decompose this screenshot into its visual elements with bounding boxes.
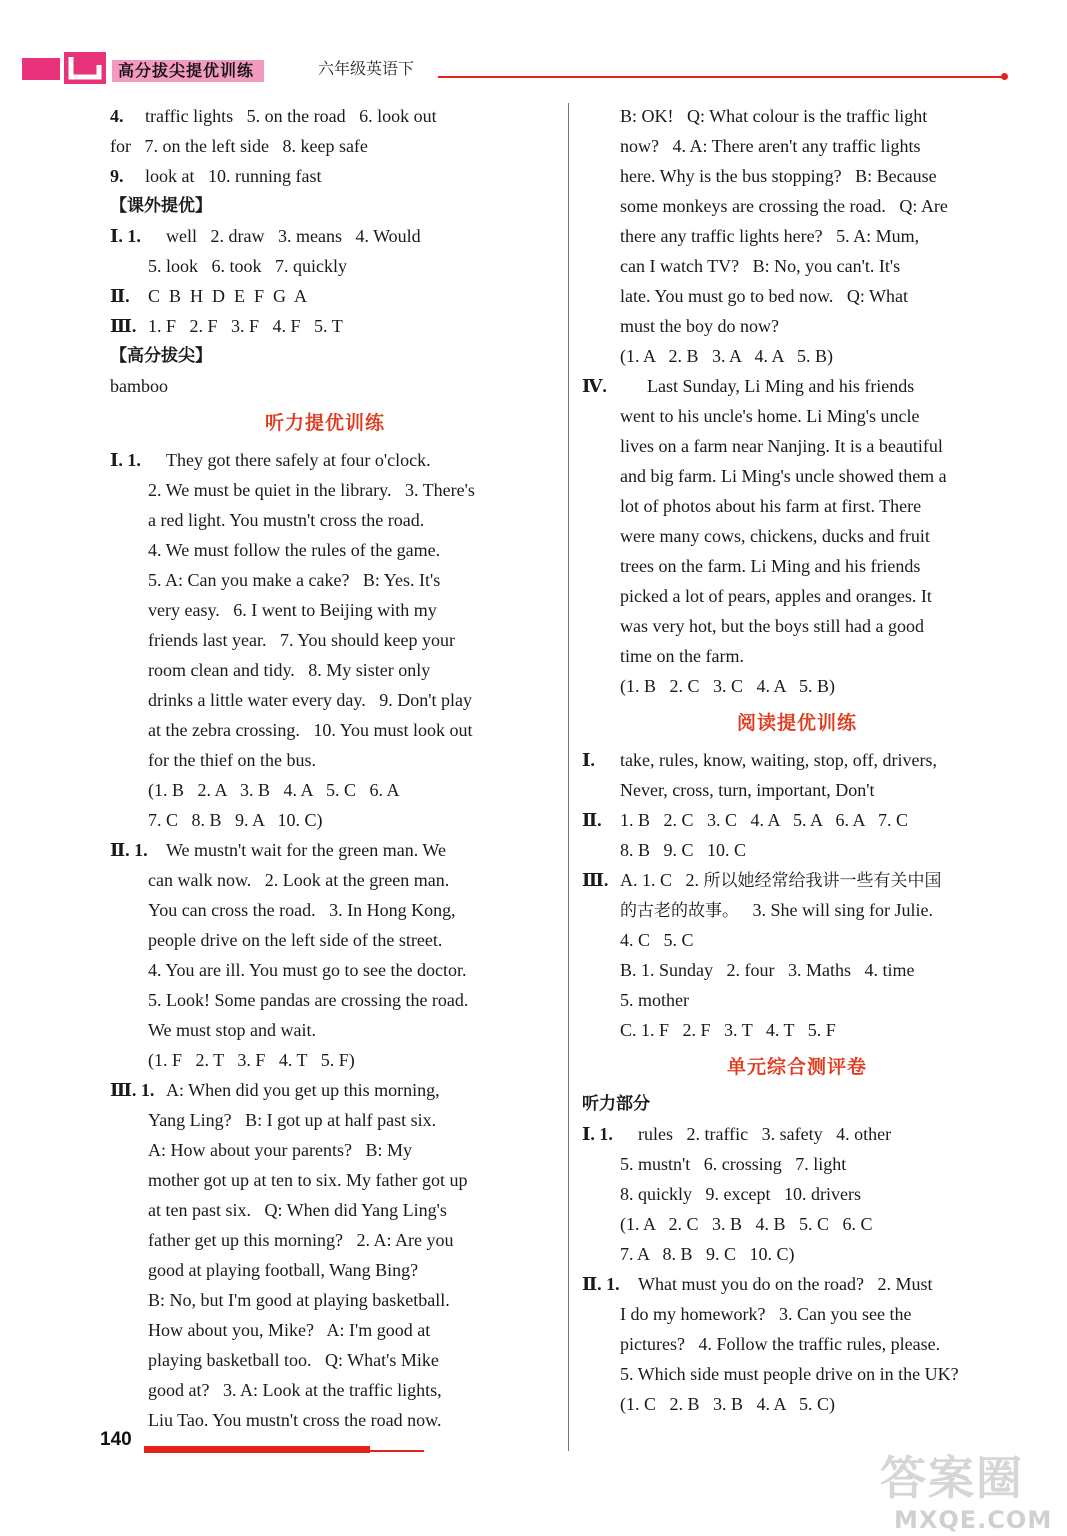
answer-text: good at playing football, Wang Bing? [148,1260,419,1280]
answer-text: 5. A: Can you make a cake? B: Yes. It's [148,570,441,590]
answer-line [582,161,1012,191]
answer-line [110,505,540,535]
page-number: 140 [100,1429,132,1450]
chinese-answer: 的古老的故事。 [620,901,739,921]
answer-line [110,371,540,401]
answer-text: drinks a little water every day. 9. Don't play [148,690,472,710]
answer-text: I do my homework? 3. Can you see the [620,1304,912,1324]
answer-text: can walk now. 2. Look at the green man. [148,870,450,890]
answer-line [110,1105,540,1135]
answer-line [110,1225,540,1255]
answer-text: (1. C 2. B 3. B 4. A 5. C) [620,1394,836,1414]
answer-line [582,131,1012,161]
answer-text: 8. B 9. C 10. C [620,840,747,860]
answer-text: pictures? 4. Follow the traffic rules, please. [620,1334,941,1354]
answer-line [582,461,1012,491]
answer-text: B: No, but I'm good at playing basketball. [148,1290,450,1310]
answer-text: picked a lot of pears, apples and oranges. It [620,586,932,606]
answer-text: here. Why is the bus stopping? B: Because [620,166,937,186]
answer-line [582,671,1012,701]
header-rule [438,76,1003,78]
watermark-text: 答案圈 [880,1451,1024,1505]
answer-line [582,641,1012,671]
answer-line [582,551,1012,581]
answer-text: 8. quickly 9. except 10. drivers [620,1184,861,1204]
answer-line [110,101,540,131]
answer-text: 2. We must be quiet in the library. 3. There's [148,480,475,500]
answer-text: 4. You are ill. You must go to see the doctor. [148,960,467,980]
answer-line [110,131,540,161]
answer-line [110,221,540,251]
part-heading: 听力部分 [582,1094,650,1114]
answer-text: friends last year. 7. You should keep your [148,630,455,650]
item-number: Ⅲ. [110,316,137,336]
answer-line [582,805,1012,835]
answer-line [582,491,1012,521]
answer-line [110,1135,540,1165]
answer-text: What must you do on the road? 2. Must [638,1274,933,1294]
answer-text: Last Sunday, Li Ming and his friends [620,376,915,396]
answer-text: (1. A 2. B 3. A 4. A 5. B) [620,346,834,366]
answer-line [110,625,540,655]
item-number: 9. [110,166,124,186]
item-number: Ⅱ. [110,286,130,306]
answer-line [582,191,1012,221]
bracket-heading: 【高分拔尖】 [110,346,212,366]
answer-line [110,1375,540,1405]
answer-line [582,1239,1012,1269]
answer-text: B: OK! Q: What colour is the traffic light [620,106,928,126]
footer-bar [144,1446,370,1453]
answer-line [582,281,1012,311]
answer-line [582,1389,1012,1419]
answer-text: 1. B 2. C 3. C 4. A 5. A 6. A 7. C [620,810,909,830]
series-title: 高分拔尖提优训练 [112,60,264,82]
bracket-heading: 【课外提优】 [110,196,212,216]
answer-line [110,805,540,835]
page-header [0,0,1067,100]
answer-line [110,475,540,505]
answer-text: there any traffic lights here? 5. A: Mum, [620,226,920,246]
answer-line [110,775,540,805]
answer-line [582,611,1012,641]
answer-line [110,925,540,955]
answer-text: 5. mother [620,990,689,1010]
item-number: Ⅰ. 1. [110,226,141,246]
answer-line [582,1299,1012,1329]
answer-text: very easy. 6. I went to Beijing with my [148,600,437,620]
answer-line [110,1285,540,1315]
answer-text: for 7. on the left side 8. keep safe [110,136,368,156]
answer-text: bamboo [110,376,168,396]
answer-text: lot of photos about his farm at first. There [620,496,922,516]
answer-text: went to his uncle's home. Li Ming's uncle [620,406,920,426]
answer-text: C. 1. F 2. F 3. T 4. T 5. F [620,1020,836,1040]
answer-text: (1. A 2. C 3. B 4. B 5. C 6. C [620,1214,873,1234]
answer-line [110,1315,540,1345]
answer-line [110,985,540,1015]
answer-line [582,775,1012,805]
answer-line [582,1119,1012,1149]
answer-line [110,535,540,565]
answer-text: at ten past six. Q: When did Yang Ling's [148,1200,447,1220]
grade-subject: 六年级英语下 [318,59,415,78]
answer-text: people drive on the left side of the street. [148,930,443,950]
answer-line [582,431,1012,461]
answer-text: 7. C 8. B 9. A 10. C) [148,810,323,830]
answer-line [110,685,540,715]
answer-text: trees on the farm. Li Ming and his friends [620,556,921,576]
watermark-logo [876,1450,1066,1536]
answer-text: father get up this morning? 2. A: Are you [148,1230,454,1250]
answer-line [110,445,540,475]
answer-line [110,895,540,925]
item-number: Ⅰ. 1. [582,1124,613,1144]
answer-text: can I watch TV? B: No, you can't. It's [620,256,901,276]
chinese-answer: 所以她经常给我讲一些有关中国 [703,871,942,891]
answer-text: We must stop and wait. [148,1020,317,1040]
section-title: 听力提优训练 [264,412,385,434]
header-rule-dot [1001,73,1008,80]
answer-text: A: How about your parents? B: My [148,1140,412,1160]
answer-line [110,865,540,895]
answer-line [582,1015,1012,1045]
answer-text: mother got up at ten to six. My father got up [148,1170,468,1190]
answer-line [582,955,1012,985]
item-number: Ⅱ. 1. [582,1274,620,1294]
answer-text: 3. She will sing for Julie. [739,900,933,920]
answer-line [110,161,540,191]
answer-text: a red light. You mustn't cross the road. [148,510,425,530]
section-title: 阅读提优训练 [736,712,857,734]
answer-text: 5. Look! Some pandas are crossing the road. [148,990,469,1010]
answer-text: They got there safely at four o'clock. [166,450,431,470]
item-number: Ⅰ. [582,750,595,770]
answer-text: 4. C 5. C [620,930,694,950]
answer-text: look at 10. running fast [145,166,322,186]
item-number: 4. [110,106,124,126]
answer-line [110,655,540,685]
item-number: Ⅱ. 1. [110,840,148,860]
answer-text: A. 1. C 2. [620,870,704,890]
answer-text: good at? 3. A: Look at the traffic lights, [148,1380,442,1400]
answer-line [110,1195,540,1225]
answer-text: traffic lights 5. on the road 6. look out [145,106,437,126]
answer-line [110,1075,540,1105]
answer-line [582,1209,1012,1239]
answer-text: were many cows, chickens, ducks and fruit [620,526,930,546]
answer-text: take, rules, know, waiting, stop, off, drivers, [620,750,937,770]
column-divider [568,103,569,1451]
answer-text: C B H D E F G A [148,286,308,306]
answer-text: How about you, Mike? A: I'm good at [148,1320,431,1340]
answer-line [582,865,1012,895]
right-column [582,101,1012,1419]
answer-line [110,281,540,311]
answer-line [582,101,1012,131]
answer-line [110,955,540,985]
answer-text: rules 2. traffic 3. safety 4. other [638,1124,892,1144]
answer-line [110,745,540,775]
answer-text: 5. look 6. took 7. quickly [148,256,347,276]
answer-line [582,371,1012,401]
answer-text: 4. We must follow the rules of the game. [148,540,441,560]
answer-line [582,341,1012,371]
answer-line [110,715,540,745]
answer-line [110,565,540,595]
answer-text: (1. F 2. T 3. F 4. T 5. F) [148,1050,355,1070]
answer-line [582,985,1012,1015]
answer-line [110,311,540,341]
item-number: Ⅲ. [582,870,609,890]
answer-text: We mustn't wait for the green man. We [166,840,446,860]
answer-text: late. You must go to bed now. Q: What [620,286,908,306]
book-logo-icon [62,50,108,86]
answer-text: 5. Which side must people drive on in the UK? [620,1364,959,1384]
answer-text: You can cross the road. 3. In Hong Kong, [148,900,456,920]
answer-text: room clean and tidy. 8. My sister only [148,660,431,680]
answer-line [582,1269,1012,1299]
answer-line [110,1255,540,1285]
answer-text: (1. B 2. A 3. B 4. A 5. C 6. A [148,780,400,800]
answer-line [582,1359,1012,1389]
answer-line [110,1165,540,1195]
answer-text: playing basketball too. Q: What's Mike [148,1350,439,1370]
answer-line [110,1045,540,1075]
answer-text: must the boy do now? [620,316,779,336]
answer-line [582,521,1012,551]
answer-line [582,835,1012,865]
answer-text: (1. B 2. C 3. C 4. A 5. B) [620,676,836,696]
answer-line [110,1015,540,1045]
left-column [110,101,540,1435]
answer-text: 5. mustn't 6. crossing 7. light [620,1154,847,1174]
answer-text: Liu Tao. You mustn't cross the road now. [148,1410,442,1430]
answer-line [582,401,1012,431]
answer-text: was very hot, but the boys still had a good [620,616,924,636]
item-number: Ⅱ. [582,810,602,830]
header-pink-block [22,58,60,80]
section-title: 单元综合测评卷 [726,1056,867,1078]
answer-text: time on the farm. [620,646,744,666]
answer-line [582,745,1012,775]
item-number: Ⅳ. [582,376,607,396]
answer-text: for the thief on the bus. [148,750,316,770]
answer-text: 7. A 8. B 9. C 10. C) [620,1244,795,1264]
answer-line [582,895,1012,925]
answer-line [110,835,540,865]
answer-text: lives on a farm near Nanjing. It is a beautiful [620,436,943,456]
answer-line [582,925,1012,955]
answer-text: at the zebra crossing. 10. You must look out [148,720,473,740]
answer-line [582,1149,1012,1179]
page-footer [100,1422,340,1462]
item-number: Ⅰ. 1. [110,450,141,470]
item-number: Ⅲ. 1. [110,1080,155,1100]
footer-rule [370,1450,424,1452]
answer-line [582,1179,1012,1209]
answer-line [582,251,1012,281]
answer-line [582,581,1012,611]
answer-line [582,311,1012,341]
answer-line [582,1329,1012,1359]
answer-line [110,251,540,281]
answer-text: now? 4. A: There aren't any traffic lights [620,136,921,156]
answer-text: Never, cross, turn, important, Don't [620,780,875,800]
answer-text: and big farm. Li Ming's uncle showed them a [620,466,947,486]
watermark-url: MXQE.COM [894,1506,1053,1534]
answer-line [582,221,1012,251]
answer-line [110,1345,540,1375]
answer-text: 1. F 2. F 3. F 4. F 5. T [148,316,343,336]
answer-line [110,595,540,625]
answer-text: well 2. draw 3. means 4. Would [166,226,421,246]
answer-text: B. 1. Sunday 2. four 3. Maths 4. time [620,960,915,980]
answer-text: A: When did you get up this morning, [166,1080,440,1100]
answer-text: some monkeys are crossing the road. Q: Are [620,196,948,216]
answer-text: Yang Ling? B: I got up at half past six. [148,1110,437,1130]
